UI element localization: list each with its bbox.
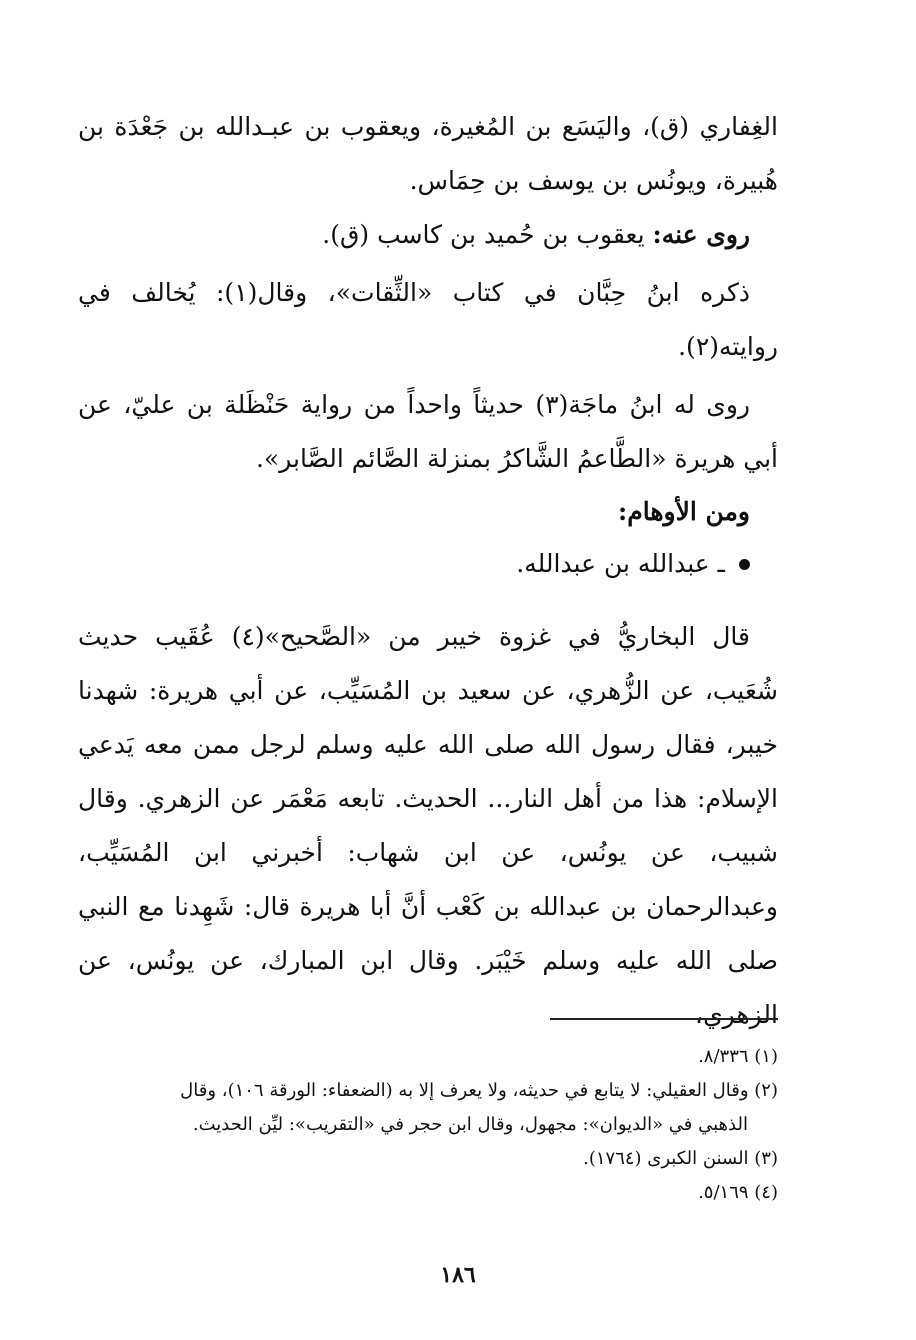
- paragraph-ibn-hibban: ذكره ابنُ حِبَّان في كتاب «الثِّقات»، وقال(١): يُخالف في روايته(٢).: [78, 278, 778, 361]
- page-number: ١٨٦: [440, 1262, 476, 1288]
- footnote-2-continued: الذهبي في «الديوان»: مجهول، وقال ابن حجر في «التقريب»: ليِّن الحديث.: [192, 1114, 748, 1135]
- paragraph-ibn-majah: روى له ابنُ ماجَة(٣) حديثاً واحداً من رواية حَنْظَلة بن عليّ، عن أبي هريرة «الطَّاعمُ الشَّاكرُ بمنزلة الصَّائم الصَّابر».: [78, 390, 778, 473]
- footnote-1: (١) ٨/٣٣٦.: [698, 1046, 778, 1067]
- paragraph-narrated-from-him: [78, 208, 778, 262]
- section-heading-errors: ومن الأوهام:: [618, 497, 750, 526]
- paragraph-bukhari: قال البخاريُّ في غزوة خيبر من «الصَّحيح»(٤) عُقَيب حديث شُعَيب، عن الزُّهري، عن سعيد بن المُسَيِّب، عن أبي هريرة: شهدنا خيبر، فقال رسول الله صلى الله عليه وسلم لرجل ممن معه يَدعي الإسلام: هذا من أهل النار... الحديث. تابعه مَعْمَر عن الزهري. وقال شبيب، عن يونُس، عن ابن شهاب: أخبرني ابن المُسَيِّب، وعبدالرحمان بن عبدالله بن كَعْب أنَّ أبا هريرة قال: شَهِدنا مع النبي صلى الله عليه وسلم خَيْبَر. وقال ابن المبارك، عن يونُس، عن الزهري،: [78, 622, 778, 1029]
- narrated-from-him-text: يعقوب بن حُميد بن كاسب (ق).: [322, 220, 653, 249]
- bullet-item: [78, 538, 778, 590]
- footnote-2: (٢) وقال العقيلي: لا يتابع في حديثه، ولا يعرف إلا به (الضعفاء: الورقة ١٠٦)، وقال: [180, 1080, 778, 1101]
- footnote-3: (٣) السنن الكبرى (١٧٦٤).: [583, 1148, 778, 1169]
- paragraph-narrators: الغِفاري (ق)، واليَسَع بن المُغيرة، ويعقوب بن عبـدالله بن جَعْدَة بن هُبيرة، ويونُس بن يوسف بن حِمَاس.: [78, 112, 778, 195]
- bullet-dot-icon: [739, 559, 750, 570]
- bullet-item-text: ـ عبدالله بن عبدالله.: [516, 549, 725, 578]
- label-narrated-from-him: روى عنه:: [652, 220, 750, 249]
- footnote-4: (٤) ٥/١٦٩.: [698, 1182, 778, 1203]
- page-body: [78, 100, 778, 1300]
- footnote-divider: [550, 1018, 778, 1020]
- footnotes: [78, 1040, 778, 1210]
